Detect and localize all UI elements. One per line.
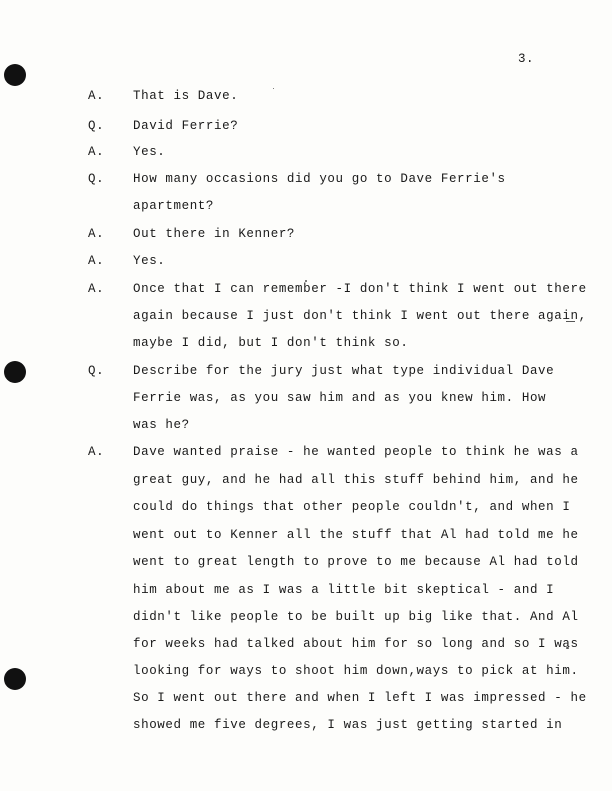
speaker-label: A. [88, 145, 105, 159]
testimony-line: Dave wanted praise - he wanted people to think he was a [133, 445, 579, 459]
testimony-line: maybe I did, but I don't think so. [133, 336, 409, 350]
testimony-line: Out there in Kenner? [133, 227, 296, 241]
testimony-line: him about me as I was a little bit skeptical - and I [133, 583, 555, 597]
speaker-label: A. [88, 89, 105, 103]
testimony-line: again because I just don't think I went out there again, [133, 309, 587, 323]
testimony-line: So I went out there and when I left I was impressed - he [133, 691, 587, 705]
testimony-line: How many occasions did you go to Dave Ferrie's [133, 172, 506, 186]
testimony-line: Describe for the jury just what type individual Dave [133, 364, 555, 378]
testimony-line: That is Dave. [133, 89, 239, 103]
punch-hole-bottom [4, 668, 26, 690]
speaker-label: Q. [88, 172, 105, 186]
page-number: 3. [518, 52, 535, 66]
punch-hole-middle [4, 361, 26, 383]
testimony-line: could do things that other people couldn't, and when I [133, 500, 571, 514]
testimony-line: for weeks had talked about him for so long and so I was [133, 637, 579, 651]
testimony-line: went out to Kenner all the stuff that Al had told me he [133, 528, 579, 542]
testimony-line: Ferrie was, as you saw him and as you knew him. How [133, 391, 547, 405]
testimony-line: went to great length to prove to me because Al had told [133, 555, 579, 569]
speaker-label: A. [88, 254, 105, 268]
scan-speck [273, 88, 274, 89]
testimony-line: Once that I can remember -I don't think I went out there [133, 282, 587, 296]
testimony-line: great guy, and he had all this stuff behind him, and he [133, 473, 579, 487]
speaker-label: Q. [88, 119, 105, 133]
testimony-line: showed me five degrees, I was just getting started in [133, 718, 563, 732]
testimony-line: Yes. [133, 254, 166, 268]
speaker-label: Q. [88, 364, 105, 378]
speaker-label: A. [88, 282, 105, 296]
testimony-line: looking for ways to shoot him down,ways to pick at him. [133, 664, 579, 678]
punch-hole-top [4, 64, 26, 86]
speaker-label: A. [88, 227, 105, 241]
testimony-line: David Ferrie? [133, 119, 239, 133]
testimony-line: didn't like people to be built up big like that. And Al [133, 610, 579, 624]
testimony-line: Yes. [133, 145, 166, 159]
testimony-line: apartment? [133, 199, 215, 213]
testimony-line: was he? [133, 418, 190, 432]
speaker-label: A. [88, 445, 105, 459]
